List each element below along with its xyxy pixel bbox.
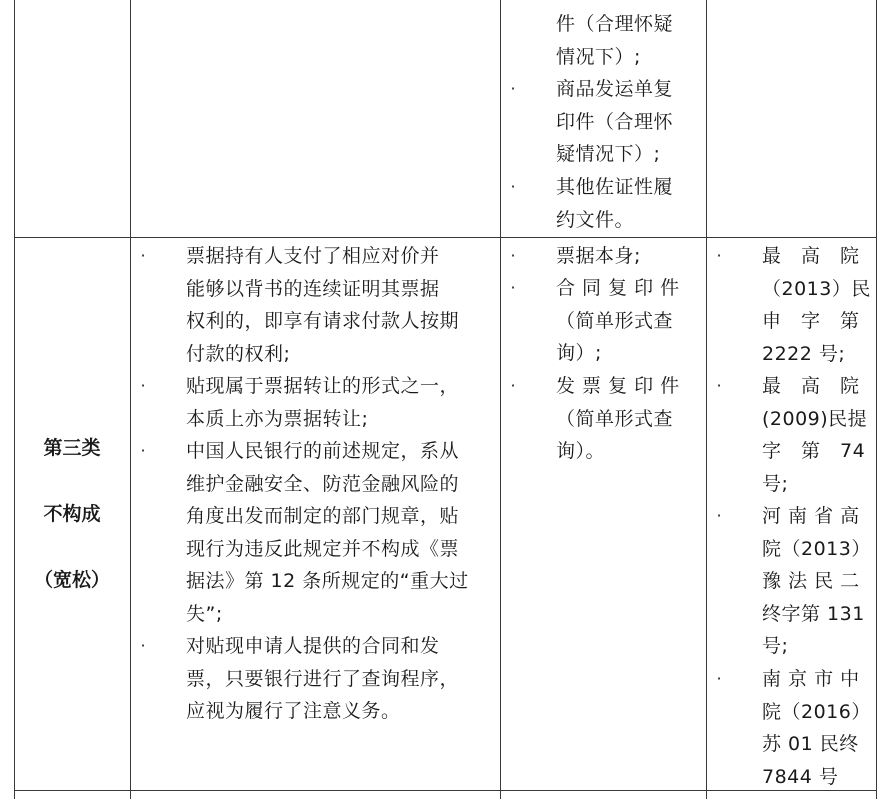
list-item-line: 件（合理怀疑 [556,13,674,35]
list-item [508,171,673,236]
list-item: · 对贴现申请人提供的合同和发 票，只要银行进行了查询程序， 应视为履行了注意义务。 [138,630,459,728]
list-item: · 最 高 院 (2009)民提 字 第 74 号; [714,370,867,500]
bullet-icon: · [716,246,722,265]
bullet-icon: · [140,441,146,460]
table-border-col2 [500,0,501,799]
list-item: · 票据本身; [508,240,641,273]
category-verdict: 不构成 [43,503,101,525]
bullet-icon: · [510,376,516,395]
category-strictness: （宽松） [33,569,110,591]
table-border-right [876,0,877,799]
bullet-icon: · [510,177,516,196]
list-item: · 中国人民银行的前述规定，系从 维护金融安全、防范金融风险的 角度出发而制定的部门规章，贴 现行为违反此规定并不构成《票 据法》第 12 条所规定的“重大过 失”; [138,435,469,630]
bullet-icon: · [140,376,146,395]
bullet-icon: · [510,246,516,265]
list-item [508,73,673,171]
bullet-icon: · [140,636,146,655]
bullet-icon: · [716,669,722,688]
list-item: · 贴现属于票据转让的形式之一， 本质上亦为票据转让; [138,370,459,435]
category-title: 第三类 [43,437,101,459]
list-item-line: 商品发运单复 [556,78,674,100]
list-item [508,8,673,73]
table-border-left [14,0,15,799]
list-item-line: 约文件。 [556,208,635,231]
list-item-line: 疑情况下）; [556,143,661,165]
list-item: · 发 票 复 印 件 （简单形式查 询）。 [508,370,680,468]
list-item: · 河 南 省 高 院（2013） 豫 法 民 二 终字第 131 号; [714,500,871,663]
row-divider [14,237,877,238]
list-item-line: 印件（合理怀 [556,110,674,133]
category-label [22,432,122,464]
list-item-line: 其他佐证性履 [556,176,674,198]
list-item: · 最 高 院 （2013）民 申 字 第 2222 号; [714,240,871,370]
list-item: · 合 同 复 印 件 （简单形式查 询）; [508,272,680,370]
bullet-icon: · [510,79,516,98]
list-item-line: 情况下）; [556,45,641,68]
bullet-icon: · [140,246,146,265]
list-item: · 票据持有人支付了相应对价并 能够以背书的连续证明其票据 权利的，即享有请求付款人按期 付款的权利; [138,240,459,370]
list-item: · 南 京 市 中 院（2016） 苏 01 民终 7844 号 [714,663,871,793]
bullet-icon: · [510,278,516,297]
table-border-col3 [706,0,707,799]
bullet-icon: · [716,506,722,525]
bullet-icon: · [716,376,722,395]
table-border-col1 [130,0,131,799]
